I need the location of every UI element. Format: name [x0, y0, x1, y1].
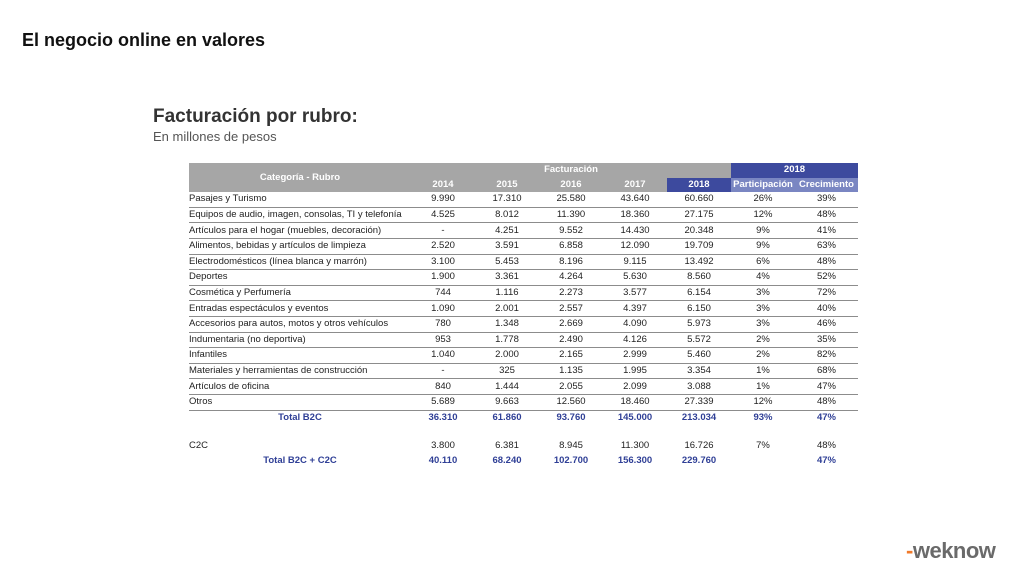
value-cell: 27.339	[667, 394, 731, 410]
participacion-cell: 2%	[731, 348, 795, 364]
value-cell: 20.348	[667, 223, 731, 239]
table-row	[189, 316, 858, 332]
header-year-2018: 2018	[667, 178, 731, 193]
value-cell: 3.800	[431, 440, 455, 452]
value-cell: -	[411, 223, 475, 239]
header-facturacion: Facturación	[411, 163, 731, 178]
participacion-cell: 3%	[731, 316, 795, 332]
slide-title: El negocio online en valores	[22, 30, 266, 50]
table-row	[189, 207, 858, 223]
participacion-cell: 93%	[753, 411, 773, 423]
value-cell: -	[411, 363, 475, 379]
table-row	[189, 301, 858, 317]
value-cell: 6.150	[667, 301, 731, 317]
participacion-cell: 7%	[756, 440, 770, 452]
value-cell: 2.001	[475, 301, 539, 317]
participacion-cell: 3%	[731, 301, 795, 317]
value-cell: 5.630	[603, 270, 667, 286]
row-category: Equipos de audio, imagen, consolas, TI y telefonía	[189, 207, 411, 223]
participacion-cell: 9%	[731, 238, 795, 254]
value-cell: 3.100	[411, 254, 475, 270]
value-cell: 25.580	[539, 192, 603, 207]
value-cell: 2.520	[411, 238, 475, 254]
value-cell: 1.900	[411, 270, 475, 286]
value-cell: 325	[475, 363, 539, 379]
logo-text-prefix: we	[912, 538, 942, 563]
value-cell: 3.577	[603, 285, 667, 301]
row-category: C2C	[189, 440, 209, 452]
table-row	[189, 439, 858, 454]
header-category: Categoría - Rubro	[189, 163, 411, 192]
crecimiento-cell: 48%	[795, 207, 858, 223]
table-row	[189, 363, 858, 379]
participacion-cell: 26%	[731, 192, 795, 207]
participacion-cell: 4%	[731, 270, 795, 286]
crecimiento-cell: 47%	[816, 411, 836, 423]
value-cell: 156.300	[617, 454, 653, 466]
crecimiento-cell: 39%	[795, 192, 858, 207]
participacion-cell: 12%	[731, 394, 795, 410]
row-category: Pasajes y Turismo	[189, 192, 411, 207]
crecimiento-cell: 47%	[816, 454, 836, 466]
value-cell: 8.560	[667, 270, 731, 286]
value-cell: 11.300	[620, 440, 650, 452]
crecimiento-cell: 68%	[795, 363, 858, 379]
value-cell: 13.492	[667, 254, 731, 270]
revenue-table	[189, 163, 858, 468]
crecimiento-cell: 82%	[795, 348, 858, 364]
table-row	[189, 270, 858, 286]
weknow-logo	[906, 538, 995, 564]
crecimiento-cell: 40%	[795, 301, 858, 317]
value-cell: 36.310	[428, 411, 458, 423]
table-row	[189, 285, 858, 301]
value-cell: 18.360	[603, 207, 667, 223]
value-cell: 8.945	[559, 440, 583, 452]
value-cell: 229.760	[681, 454, 717, 466]
value-cell: 953	[411, 332, 475, 348]
participacion-cell: 2%	[731, 332, 795, 348]
value-cell: 5.572	[667, 332, 731, 348]
value-cell: 3.361	[475, 270, 539, 286]
value-cell: 5.689	[411, 394, 475, 410]
logo-text-suffix: know	[941, 538, 996, 563]
header-2018-group: 2018	[731, 163, 858, 178]
crecimiento-cell: 72%	[795, 285, 858, 301]
value-cell: 1.090	[411, 301, 475, 317]
value-cell: 93.760	[556, 411, 586, 423]
crecimiento-cell: 46%	[795, 316, 858, 332]
value-cell: 2.273	[539, 285, 603, 301]
value-cell: 18.460	[603, 394, 667, 410]
value-cell: 19.709	[667, 238, 731, 254]
value-cell: 2.999	[603, 348, 667, 364]
value-cell: 9.663	[475, 394, 539, 410]
value-cell: 5.460	[667, 348, 731, 364]
participacion-cell: 12%	[731, 207, 795, 223]
participacion-cell	[731, 454, 795, 469]
value-cell: 102.700	[553, 454, 589, 466]
row-category: Infantiles	[189, 348, 411, 364]
participacion-cell: 1%	[731, 363, 795, 379]
crecimiento-cell: 35%	[795, 332, 858, 348]
table-title: Facturación por rubro:	[153, 106, 358, 127]
row-category: Total B2C	[278, 411, 322, 423]
value-cell: 11.390	[539, 207, 603, 223]
header-year: 2017	[603, 178, 667, 193]
value-cell: 1.444	[475, 379, 539, 395]
table-row	[189, 254, 858, 270]
crecimiento-cell: 41%	[795, 223, 858, 239]
value-cell: 2.490	[539, 332, 603, 348]
row-category: Entradas espectáculos y eventos	[189, 301, 411, 317]
table-row	[189, 394, 858, 410]
value-cell: 3.354	[667, 363, 731, 379]
row-category: Total B2C + C2C	[263, 454, 337, 466]
table-row	[189, 332, 858, 348]
header-participacion: Participación	[731, 178, 795, 193]
table-subtitle: En millones de pesos	[153, 129, 277, 144]
logo-mark: -	[906, 538, 913, 563]
row-category: Artículos para el hogar (muebles, decoración)	[189, 223, 411, 239]
crecimiento-cell: 48%	[795, 254, 858, 270]
value-cell: 9.115	[603, 254, 667, 270]
row-category: Materiales y herramientas de construcción	[189, 363, 411, 379]
row-category: Indumentaria (no deportiva)	[189, 332, 411, 348]
value-cell: 3.591	[475, 238, 539, 254]
value-cell: 3.088	[667, 379, 731, 395]
row-category: Artículos de oficina	[189, 379, 411, 395]
value-cell: 2.000	[475, 348, 539, 364]
header-year: 2015	[475, 178, 539, 193]
value-cell: 5.453	[475, 254, 539, 270]
value-cell: 1.348	[475, 316, 539, 332]
table-row	[189, 454, 858, 469]
value-cell: 1.135	[539, 363, 603, 379]
table-row	[189, 410, 858, 425]
value-cell: 43.640	[603, 192, 667, 207]
value-cell: 12.560	[539, 394, 603, 410]
value-cell: 840	[411, 379, 475, 395]
value-cell: 1.995	[603, 363, 667, 379]
crecimiento-cell: 63%	[795, 238, 858, 254]
value-cell: 145.000	[617, 411, 653, 423]
participacion-cell: 6%	[731, 254, 795, 270]
value-cell: 17.310	[475, 192, 539, 207]
value-cell: 2.669	[539, 316, 603, 332]
crecimiento-cell: 48%	[816, 440, 836, 452]
participacion-cell: 1%	[731, 379, 795, 395]
value-cell: 27.175	[667, 207, 731, 223]
spacer-cell	[189, 425, 858, 439]
value-cell: 9.552	[539, 223, 603, 239]
crecimiento-cell: 52%	[795, 270, 858, 286]
spacer-row	[189, 425, 858, 439]
value-cell: 1.778	[475, 332, 539, 348]
value-cell: 68.240	[492, 454, 522, 466]
value-cell: 60.660	[667, 192, 731, 207]
row-category: Alimentos, bebidas y artículos de limpieza	[189, 238, 411, 254]
header-year: 2016	[539, 178, 603, 193]
value-cell: 6.154	[667, 285, 731, 301]
row-category: Accesorios para autos, motos y otros vehículos	[189, 316, 411, 332]
crecimiento-cell: 48%	[795, 394, 858, 410]
value-cell: 9.990	[411, 192, 475, 207]
value-cell: 780	[411, 316, 475, 332]
value-cell: 1.040	[411, 348, 475, 364]
value-cell: 4.126	[603, 332, 667, 348]
value-cell: 2.557	[539, 301, 603, 317]
value-cell: 6.858	[539, 238, 603, 254]
value-cell: 1.116	[475, 285, 539, 301]
table-row	[189, 348, 858, 364]
table-row	[189, 238, 858, 254]
value-cell: 61.860	[492, 411, 522, 423]
value-cell: 213.034	[681, 411, 717, 423]
row-category: Cosmética y Perfumería	[189, 285, 411, 301]
crecimiento-cell: 47%	[795, 379, 858, 395]
value-cell: 744	[411, 285, 475, 301]
row-category: Deportes	[189, 270, 411, 286]
value-cell: 4.264	[539, 270, 603, 286]
header-crecimiento: Crecimiento	[795, 178, 858, 193]
participacion-cell: 3%	[731, 285, 795, 301]
table-row	[189, 223, 858, 239]
header-year: 2014	[411, 178, 475, 193]
value-cell: 8.012	[475, 207, 539, 223]
row-category: Otros	[189, 394, 411, 410]
value-cell: 6.381	[495, 440, 519, 452]
table-row	[189, 379, 858, 395]
row-category: Electrodomésticos (línea blanca y marrón)	[189, 254, 411, 270]
value-cell: 2.099	[603, 379, 667, 395]
table-row	[189, 192, 858, 207]
value-cell: 12.090	[603, 238, 667, 254]
value-cell: 40.110	[428, 454, 458, 466]
value-cell: 4.525	[411, 207, 475, 223]
value-cell: 5.973	[667, 316, 731, 332]
participacion-cell: 9%	[731, 223, 795, 239]
value-cell: 14.430	[603, 223, 667, 239]
value-cell: 2.055	[539, 379, 603, 395]
value-cell: 4.090	[603, 316, 667, 332]
value-cell: 2.165	[539, 348, 603, 364]
value-cell: 4.251	[475, 223, 539, 239]
value-cell: 16.726	[684, 440, 714, 452]
value-cell: 8.196	[539, 254, 603, 270]
value-cell: 4.397	[603, 301, 667, 317]
